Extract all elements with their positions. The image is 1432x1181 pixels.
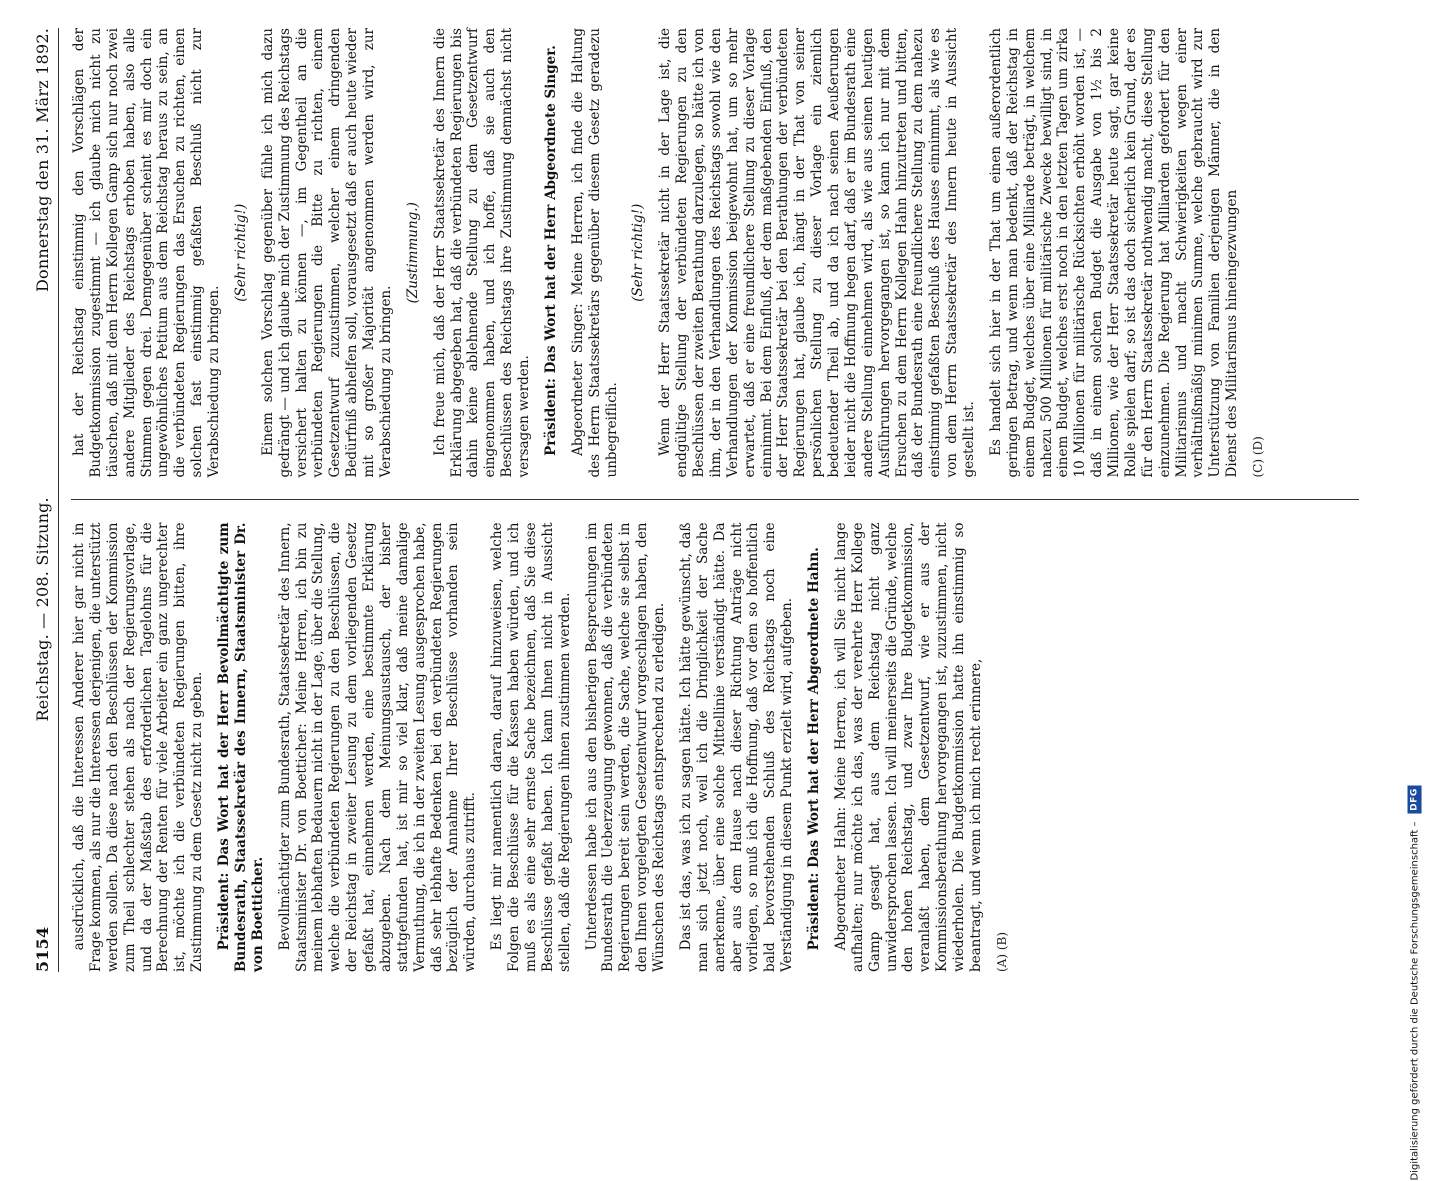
- acknowledgement-text: Digitalisierung gefördert durch die Deutsche Forschungsgemeinschaft –: [1409, 821, 1421, 1181]
- left-paragraph-8: Abgeordneter Hahn: Meine Herren, ich will Sie nicht lange aufhalten; nur möchte ich das, was der verehrte Herr Kollege Gamp gesagt hat, aus dem Reichstag nicht ganz unwidersprochen lassen. Ich will meinerseits die Gründe, welche den hohen Reichstag, und zwar Ihre Budgetkommission, veranlaßt haben, dem Gesetzentwurf, wie er aus der Kommissionsberathung hervorgegangen ist, zuzustimmen, nicht wiederholen. Die Budgetkommission hatte ihn einstimmig so beantragt, und wenn ich mich recht erinnere,: [832, 522, 984, 972]
- margin-mark-c: (C): [1251, 458, 1265, 478]
- left-paragraph-2: Präsident: Das Wort hat der Herr Bevollmächtigte zum Bundesrath, Staatssekretär des Innern, Staatsminister Dr. von Boetticher.: [216, 522, 266, 972]
- dfg-logo: DFG: [1408, 785, 1422, 813]
- right-paragraph-6: Präsident: Das Wort hat der Herr Abgeordnete Singer.: [542, 45, 559, 456]
- margin-mark-a: (A): [994, 953, 1009, 972]
- two-column-body: [71, 28, 1359, 972]
- right-paragraph-10: Es handelt sich hier in der That um einen außerordentlich geringen Betrag, und wenn man bedenkt, daß der Reichstag in einem Budget, welches über eine Milliarde beträgt, in welchem nahezu 500 Millionen für militärische Zwecke bewilligt sind, in einem Budget, welches erst noch in den letzten Tagen um zirka 10 Millionen für militärische Rücksichten erhöht worden ist, — daß in einem solchen Budget die Ausgabe von 1½ bis 2 Millionen, wie der Herr Staatssekretär heute sagt, gar keine Rolle spielen darf; so ist das doch sicherlich kein Grund, der es für den Herrn Staatssekretär nothwendig macht, diese Stellung einzunehmen. Die Regierung hat Milliarden gefordert für den Militarismus und macht Schwierigkeiten wegen einer verhältnißmäßig minimen Summe, welche gebraucht wird zur Unterstützung von Familien derjenigen Männer, die in den Dienst des Militarismus hineingezwungen: [987, 28, 1241, 478]
- header-rule: [58, 28, 59, 972]
- left-margin-marks: [995, 523, 1010, 973]
- right-paragraph-2: (Sehr richtig!): [232, 203, 249, 302]
- left-paragraph-4: Es liegt mir namentlich daran, darauf hinzuweisen, welche Folgen die Beschlüsse für die Kassen haben würden, und ich muß es als eine sehr ernste Sache bezeichnen, daß Sie diese Beschlüsse gefaßt haben. Ich kann Ihnen nicht in Aussicht stellen, daß die Regierungen ihnen zustimmen werden.: [489, 522, 573, 972]
- left-paragraph-6: Das ist das, was ich zu sagen hätte. Ich hätte gewünscht, daß man sich jetzt noch, weil ich die Dringlichkeit der Sache anerkenne, über eine solche Mittellinie verständigt hätte. Da aber aus dem Hause nach dieser Richtung Anträge nicht vorliegen, so muß ich die Hoffnung, daß vor dem so hoffentlich bald bevorstehenden Schluß des Reichstags noch eine Verständigung in diesem Punkt erzielt wird, aufgeben.: [677, 522, 796, 972]
- right-paragraph-1: hat der Reichstag einstimmig den Vorschlägen der Budgetkommission zugestimmt — ich glaube mich nicht zu täuschen, daß mit dem Herrn Kollegen Gamp sich nur noch zwei andere Mitglieder des Reichstags erhoben haben, also alle Stimmen gegen drei. Demgegenüber scheint es mir doch ein ungewöhnliches Petitum aus dem Reichstag heraus zu sein, an die verbündeten Regierungen das Ersuchen zu richten, einen solchen fast einstimmig gefaßten Beschluß nicht zur Verabschiedung zu bringen.: [71, 28, 222, 478]
- session-date: Donnerstag den 31. März 1892.: [33, 28, 52, 293]
- left-paragraph-1: ausdrücklich, daß die Interessen Anderer hier gar nicht in Frage kommen, als nur die Interessen derjenigen, die unterstützt werden sollen. Da diese nach den Beschlüssen der Kommission zum Theil schlechter stehen als nach der Regierungsvorlage, und da der Maßstab des erforderlichen Tagelohns für die Berechnung der Renten für viele Arbeiter ein ganz ungerechter ist, möchte ich die verbündeten Regierungen bitten, ihre Zustimmung zu dem Gesetz nicht zu geben.: [71, 522, 206, 972]
- left-column: [71, 523, 1359, 973]
- page-header: [18, 28, 52, 972]
- margin-mark-d: (D): [1251, 436, 1265, 456]
- left-paragraph-7: Präsident: Das Wort hat der Herr Abgeordnete Hahn.: [806, 547, 822, 951]
- margin-mark-b: (B): [994, 931, 1009, 951]
- right-paragraph-4: (Zustimmung.): [404, 202, 421, 304]
- session-title: Reichstag. — 208. Sitzung.: [33, 497, 52, 722]
- page-number: 5154: [33, 926, 52, 972]
- acknowledgement-text-wrap: [1408, 785, 1422, 1180]
- right-paragraph-7: Abgeordneter Singer: Meine Herren, ich finde die Haltung des Herrn Staatssekretärs gegenüber diesem Gesetz geradezu unbegreiflich.: [569, 28, 620, 478]
- right-margin-marks: [1251, 28, 1266, 478]
- right-paragraph-8: (Sehr richtig!): [630, 203, 647, 302]
- right-paragraph-5: Ich freue mich, daß der Herr Staatssekretär des Innern die Erklärung abgegeben hat, daß die verbündeten Regierungen bis dahin keine ablehnende Stellung zu dem Gesetzentwurf eingenommen haben, und ich hoffe, daß sie auch den Beschlüssen des Reichstags ihre Zustimmung demnächst nicht versagen werden.: [431, 28, 532, 478]
- column-divider: [71, 500, 1359, 501]
- right-paragraph-3: Einem solchen Vorschlag gegenüber fühle ich mich dazu gedrängt — und ich glaube mich der Zustimmung des Reichstags versichert halten zu können —, im Gegentheil an die verbündeten Regierungen die Bitte zu richten, einem Gesetzentwurf zuzustimmen, welcher einem dringenden Bedürfniß abhelfen soll, vorausgesetzt daß er auch heute wieder mit so großer Majorität angenommen werden wird, zur Verabschiedung zu bringen.: [259, 28, 394, 478]
- left-paragraph-5: Unterdessen habe ich aus den bisherigen Besprechungen im Bundesrath die Ueberzeugung gewonnen, daß die verbündeten Regierungen bereit sein werden, die Sache, welche sie selbst in den Ihnen vorgelegten Gesetzentwurf vorgeschlagen haben, den Wünschen des Reichstags entsprechend zu erledigen.: [583, 522, 667, 972]
- right-paragraph-9: Wenn der Herr Staatssekretär nicht in der Lage ist, die endgültige Stellung der verbündeten Regierungen zu den Beschlüssen der zweiten Berathung darzulegen, so hätte ich von ihm, der in den Verhandlungen des Reichstags sowohl wie den Verhandlungen der Kommission beigewohnt hat, um so mehr erwartet, daß er eine freundlichere Stellung zu dieser Vorlage einnimmt. Bei dem Einfluß, der dem maßgebenden Einfluß, den der Herr Staatssekretär bei den Berathungen der verbündeten Regierungen hat, glaube ich, hängt in der That von seiner persönlichen Stellung zu dieser Vorlage ein ziemlich bedeutender Theil ab, und da ich nach seinen Aeußerungen leider nicht die Hoffnung hegen darf, daß er im Bundesrath eine andere Stellung einnehmen wird, als wie aus seinen heutigen Ausführungen hervorgegangen ist, so kann ich nur mit dem Ersuchen zu dem Herrn Kollegen Hahn hinzutreten und bitten, daß der Bundesrath eine freundlichere Stellung zu dem nahezu einstimmig gefaßten Beschluß des Hauses einnimmt, als wie es von dem Herrn Staatssekretär des Innern heute in Aussicht gestellt ist.: [657, 28, 977, 478]
- right-column: [71, 28, 1359, 478]
- digitization-acknowledgement: [1398, 0, 1432, 1181]
- left-paragraph-3: Bevollmächtigter zum Bundesrath, Staatssekretär des Innern, Staatsminister Dr. von Boetticher: Meine Herren, ich bin zu meinem lebhaften Bedauern nicht in der Lage, über die Stellung, welche die verbündeten Regierungen zu den Beschlüssen, die der Reichstag in zweiter Lesung zu dem vorliegenden Gesetz gefaßt hat, einnehmen werden, eine bestimmte Erklärung abzugeben. Nach dem Meinungsaustausch, der bisher stattgefunden hat, ist mir so viel klar, daß meine damalige Vermuthung, die ich in der zweiten Lesung ausgesprochen habe, daß sehr lebhafte Bedenken bei den verbündeten Regierungen bezüglich der Annahme Ihrer Beschlüsse vorhanden sein würden, durchaus zutrifft.: [276, 522, 479, 972]
